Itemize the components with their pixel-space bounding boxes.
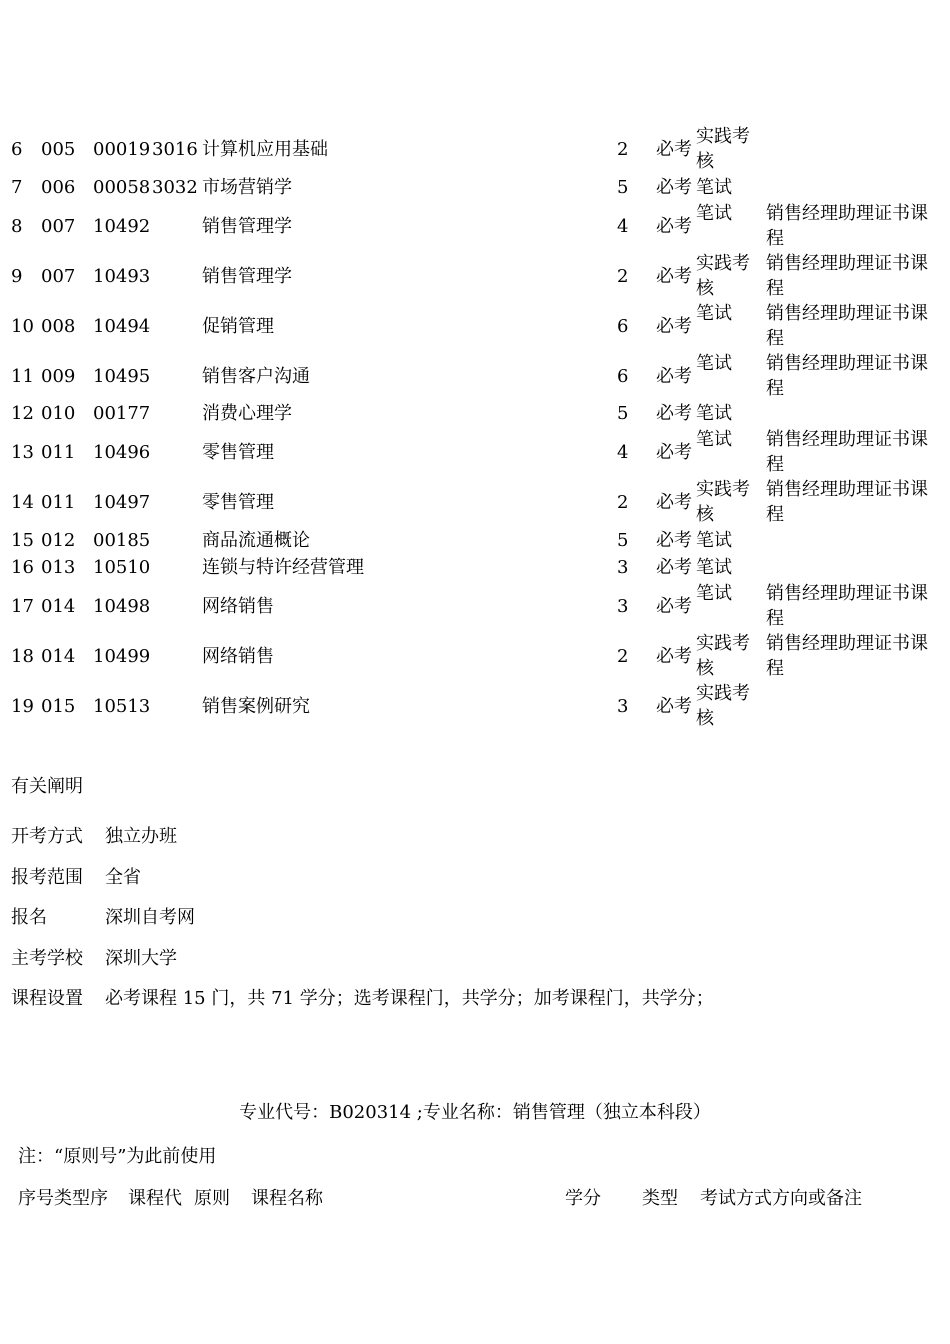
seq-cell: 7 bbox=[11, 177, 23, 198]
credit-cell: 3 bbox=[617, 695, 629, 717]
table-row bbox=[0, 477, 950, 527]
seq-cell: 14 bbox=[11, 491, 34, 513]
notes-item-value: 必考课程 15 门，共 71 学分；选考课程门，共学分；加考课程门，共学分； bbox=[105, 988, 714, 1009]
header-seq-type: 序号类型序 bbox=[18, 1188, 108, 1209]
requirement-cell: 必考 bbox=[656, 403, 692, 424]
requirement-cell: 必考 bbox=[656, 530, 692, 551]
course-name-cell: 零售管理 bbox=[202, 441, 274, 463]
notes-item-value: 全省 bbox=[105, 867, 141, 888]
credit-cell: 5 bbox=[617, 530, 629, 551]
note-cell: 销售经理助理证书课程 bbox=[766, 429, 928, 475]
section-title: 专业代号：B020314 ;专业名称：销售管理（独立本科段） bbox=[239, 1102, 711, 1123]
course-name-cell: 促销管理 bbox=[202, 315, 274, 337]
notes-heading: 有关阐明 bbox=[11, 776, 83, 797]
code-cell: 00058 bbox=[93, 177, 151, 198]
type-cell: 008 bbox=[41, 315, 76, 337]
exam-mode-cell: 实践考核 bbox=[696, 126, 750, 172]
code-cell: 10496 bbox=[93, 441, 151, 463]
course-name-cell: 销售案例研究 bbox=[202, 695, 310, 717]
exam-mode-cell: 实践考核 bbox=[696, 479, 750, 525]
exam-mode-cell: 笔试 bbox=[696, 303, 732, 324]
code-cell: 10492 bbox=[93, 215, 151, 237]
note-cell: 销售经理助理证书课程 bbox=[766, 203, 928, 249]
requirement-cell: 必考 bbox=[656, 215, 692, 237]
credit-cell: 5 bbox=[617, 177, 629, 198]
exam-mode-cell: 笔试 bbox=[696, 203, 732, 224]
orig-cell: 3032 bbox=[152, 177, 198, 198]
requirement-cell: 必考 bbox=[656, 491, 692, 513]
seq-cell: 8 bbox=[11, 215, 23, 237]
table-row bbox=[0, 251, 950, 301]
exam-mode-cell: 笔试 bbox=[696, 557, 732, 578]
exam-mode-cell: 实践考核 bbox=[696, 253, 750, 299]
seq-cell: 17 bbox=[11, 595, 34, 617]
header-type: 类型 bbox=[642, 1188, 678, 1209]
notes-item bbox=[11, 986, 714, 1011]
note-cell: 销售经理助理证书课程 bbox=[766, 303, 928, 349]
section-note: 注：“原则号”为此前使用 bbox=[18, 1146, 217, 1167]
note-cell: 销售经理助理证书课程 bbox=[766, 633, 928, 679]
code-cell: 10494 bbox=[93, 315, 151, 337]
requirement-cell: 必考 bbox=[656, 557, 692, 578]
course-name-cell: 销售客户沟通 bbox=[202, 365, 310, 387]
notes-item-label: 报考范围 bbox=[11, 867, 83, 888]
code-cell: 00177 bbox=[93, 403, 151, 424]
seq-cell: 11 bbox=[11, 365, 34, 387]
type-cell: 012 bbox=[41, 530, 76, 551]
type-cell: 011 bbox=[41, 441, 76, 463]
seq-cell: 16 bbox=[11, 557, 34, 578]
exam-mode-cell: 笔试 bbox=[696, 403, 732, 424]
exam-mode-cell: 实践考核 bbox=[696, 683, 750, 729]
notes-item-label: 开考方式 bbox=[11, 826, 83, 847]
header-code: 课程代 bbox=[128, 1188, 182, 1209]
note-cell: 销售经理助理证书课程 bbox=[766, 353, 928, 399]
requirement-cell: 必考 bbox=[656, 138, 692, 160]
code-cell: 10495 bbox=[93, 365, 151, 387]
course-name-cell: 计算机应用基础 bbox=[202, 138, 328, 160]
course-name-cell: 零售管理 bbox=[202, 491, 274, 513]
course-name-cell: 网络销售 bbox=[202, 595, 274, 617]
type-cell: 007 bbox=[41, 265, 76, 287]
notes-item bbox=[11, 824, 177, 849]
credit-cell: 3 bbox=[617, 595, 629, 617]
course-name-cell: 网络销售 bbox=[202, 645, 274, 667]
header-mode-note: 考试方式方向或备注 bbox=[700, 1188, 862, 1209]
type-cell: 007 bbox=[41, 215, 76, 237]
note-cell: 销售经理助理证书课程 bbox=[766, 479, 928, 525]
credit-cell: 2 bbox=[617, 265, 629, 287]
note-cell: 销售经理助理证书课程 bbox=[766, 253, 928, 299]
code-cell: 00185 bbox=[93, 530, 151, 551]
notes-item bbox=[11, 946, 177, 971]
table-row bbox=[0, 175, 950, 200]
credit-cell: 2 bbox=[617, 491, 629, 513]
table-row bbox=[0, 681, 950, 731]
notes-item-label: 报名 bbox=[11, 907, 47, 928]
notes-item bbox=[11, 905, 195, 930]
credit-cell: 6 bbox=[617, 365, 629, 387]
table-row bbox=[0, 351, 950, 401]
code-cell: 10513 bbox=[93, 695, 151, 717]
seq-cell: 12 bbox=[11, 403, 34, 424]
code-cell: 10499 bbox=[93, 645, 151, 667]
seq-cell: 13 bbox=[11, 441, 34, 463]
header-orig: 原则 bbox=[194, 1188, 230, 1209]
exam-mode-cell: 实践考核 bbox=[696, 633, 750, 679]
header-credit: 学分 bbox=[565, 1188, 601, 1209]
table-row bbox=[0, 581, 950, 631]
requirement-cell: 必考 bbox=[656, 177, 692, 198]
notes-item-label: 主考学校 bbox=[11, 948, 83, 969]
exam-mode-cell: 笔试 bbox=[696, 530, 732, 551]
type-cell: 009 bbox=[41, 365, 76, 387]
requirement-cell: 必考 bbox=[656, 315, 692, 337]
table-row bbox=[0, 555, 950, 580]
course-name-cell: 销售管理学 bbox=[202, 215, 292, 237]
course-name-cell: 消费心理学 bbox=[202, 403, 292, 424]
type-cell: 011 bbox=[41, 491, 76, 513]
notes-item-label: 课程设置 bbox=[11, 988, 83, 1009]
header-name: 课程名称 bbox=[251, 1188, 323, 1209]
code-cell: 00019 bbox=[93, 138, 151, 160]
type-cell: 013 bbox=[41, 557, 76, 578]
course-name-cell: 商品流通概论 bbox=[202, 530, 310, 551]
code-cell: 10510 bbox=[93, 557, 151, 578]
credit-cell: 4 bbox=[617, 215, 629, 237]
requirement-cell: 必考 bbox=[656, 265, 692, 287]
course-name-cell: 销售管理学 bbox=[202, 265, 292, 287]
table-row bbox=[0, 301, 950, 351]
exam-mode-cell: 笔试 bbox=[696, 353, 732, 374]
credit-cell: 3 bbox=[617, 557, 629, 578]
seq-cell: 6 bbox=[11, 138, 23, 160]
type-cell: 014 bbox=[41, 595, 76, 617]
requirement-cell: 必考 bbox=[656, 595, 692, 617]
credit-cell: 2 bbox=[617, 138, 629, 160]
exam-mode-cell: 笔试 bbox=[696, 429, 732, 450]
notes-item bbox=[11, 865, 141, 890]
requirement-cell: 必考 bbox=[656, 695, 692, 717]
exam-mode-cell: 笔试 bbox=[696, 583, 732, 604]
seq-cell: 10 bbox=[11, 315, 34, 337]
requirement-cell: 必考 bbox=[656, 365, 692, 387]
seq-cell: 9 bbox=[11, 265, 23, 287]
credit-cell: 5 bbox=[617, 403, 629, 424]
notes-item-value: 独立办班 bbox=[105, 826, 177, 847]
seq-cell: 19 bbox=[11, 695, 34, 717]
table-row bbox=[0, 631, 950, 681]
credit-cell: 4 bbox=[617, 441, 629, 463]
table-row bbox=[0, 124, 950, 174]
credit-cell: 6 bbox=[617, 315, 629, 337]
orig-cell: 3016 bbox=[152, 138, 198, 160]
table-row bbox=[0, 528, 950, 553]
notes-item-value: 深圳自考网 bbox=[105, 907, 195, 928]
type-cell: 010 bbox=[41, 403, 76, 424]
note-cell: 销售经理助理证书课程 bbox=[766, 583, 928, 629]
seq-cell: 15 bbox=[11, 530, 34, 551]
course-name-cell: 市场营销学 bbox=[202, 177, 292, 198]
type-cell: 014 bbox=[41, 645, 76, 667]
type-cell: 006 bbox=[41, 177, 76, 198]
table-row bbox=[0, 401, 950, 426]
table-row bbox=[0, 427, 950, 477]
seq-cell: 18 bbox=[11, 645, 34, 667]
notes-item-value: 深圳大学 bbox=[105, 948, 177, 969]
course-name-cell: 连锁与特许经营管理 bbox=[202, 557, 364, 578]
table-row bbox=[0, 201, 950, 251]
requirement-cell: 必考 bbox=[656, 441, 692, 463]
code-cell: 10493 bbox=[93, 265, 151, 287]
type-cell: 015 bbox=[41, 695, 76, 717]
code-cell: 10497 bbox=[93, 491, 151, 513]
credit-cell: 2 bbox=[617, 645, 629, 667]
exam-mode-cell: 笔试 bbox=[696, 177, 732, 198]
type-cell: 005 bbox=[41, 138, 76, 160]
code-cell: 10498 bbox=[93, 595, 151, 617]
requirement-cell: 必考 bbox=[656, 645, 692, 667]
